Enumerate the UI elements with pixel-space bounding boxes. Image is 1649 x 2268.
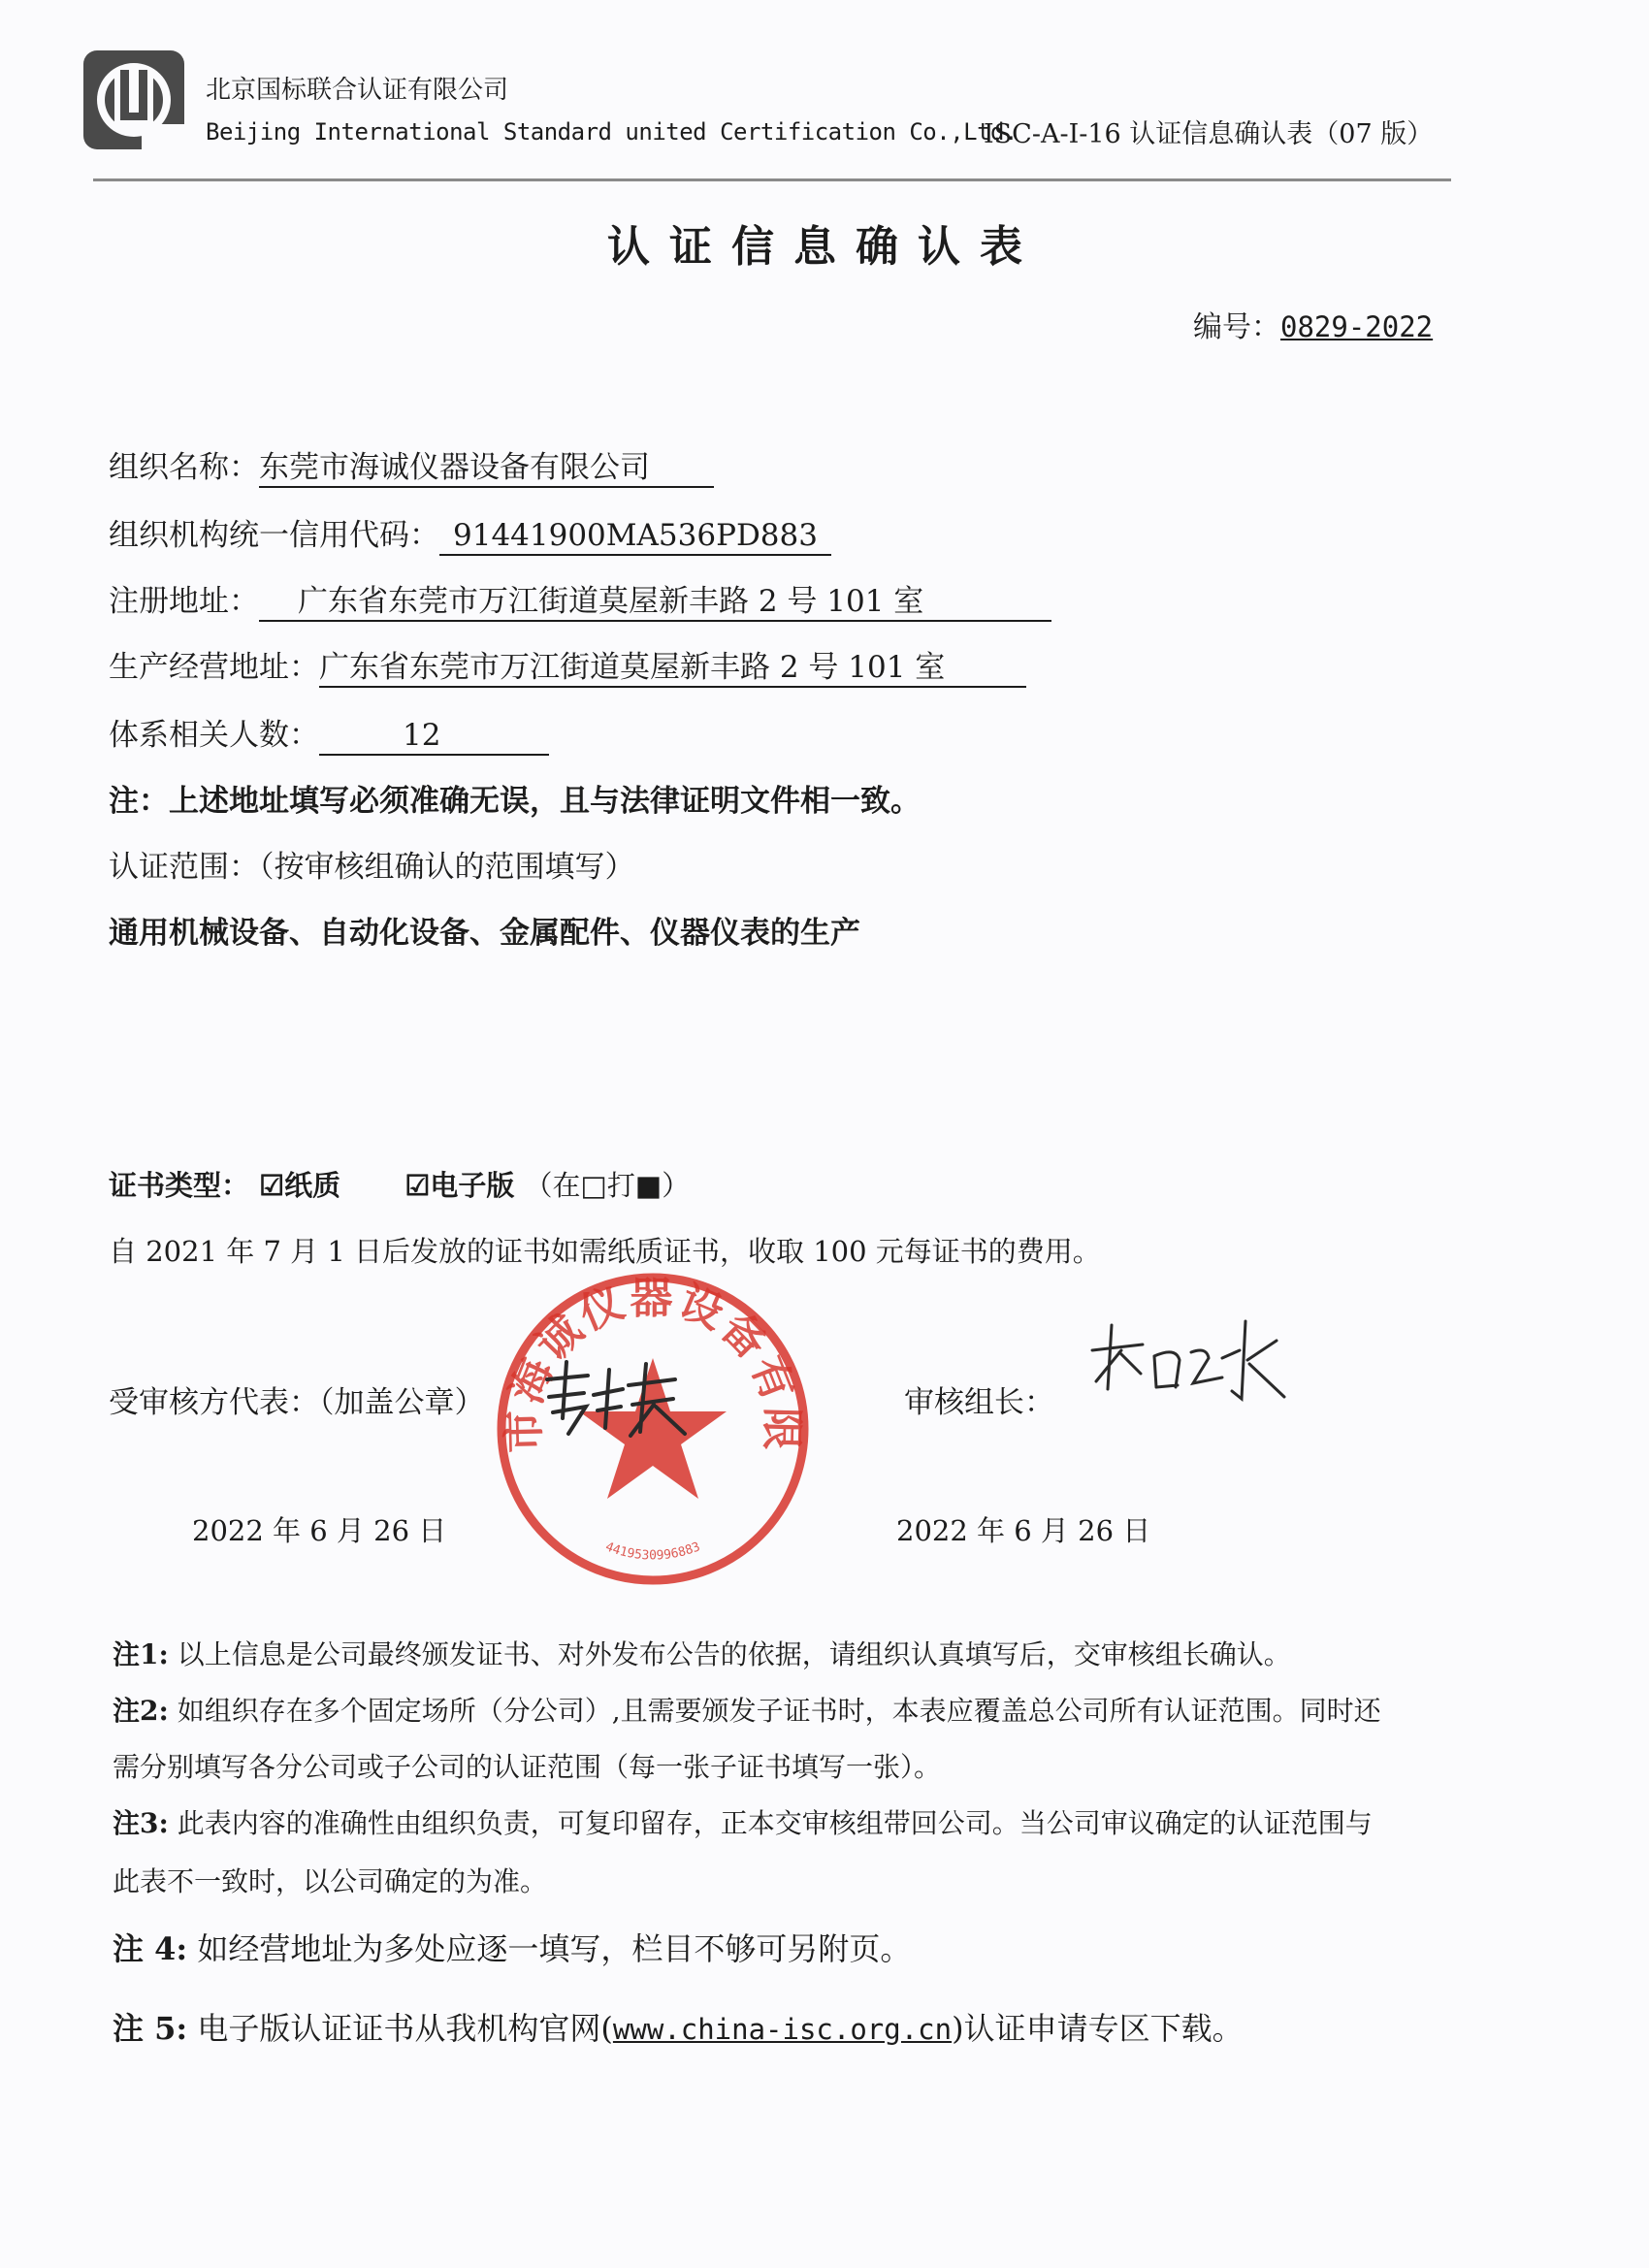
credit-code-label: 组织机构统一信用代码： [109,518,439,553]
seal-number: 4419530996883 [602,1539,703,1564]
serial-label: 编号： [1193,310,1280,344]
cert-type-hint: （在□打■） [524,1169,691,1202]
note-5-text-post: )认证申请专区下载。 [952,2010,1244,2047]
note-4-label: 注 4: [113,1930,188,1967]
headcount-value: 12 [319,719,549,756]
field-credit-code [109,510,831,556]
note-3-text-line2: 此表不一致时，以公司确定的为准。 [113,1865,548,1897]
note-4-text: 如经营地址为多处应逐一填写，栏目不够可另附页。 [197,1930,912,1967]
auditee-rep-label: 受审核方代表：（加盖公章） [109,1385,485,1420]
org-name-label: 组织名称： [109,450,259,485]
note-2-text-line1: 如组织存在多个固定场所（分公司）,且需要颁发子证书时，本表应覆盖总公司所有认证范围。同时还 [177,1695,1381,1727]
leader-label: 审核组长： [904,1385,1054,1420]
seal-text: 市海诚仪器设备有限 [499,1274,807,1454]
note-3-text-line1: 此表内容的准确性由组织负责，可复印留存，正本交审核组带回公司。当公司审议确定的认证范围与 [177,1807,1373,1839]
credit-code-value: 91441900MA536PD883 [439,519,831,556]
svg-text:4419530996883 [603,1539,702,1563]
reg-address-value: 广东省东莞市万江街道莫屋新丰路 2 号 101 室 [259,585,1051,622]
note-5-text-pre: 电子版认证证书从我机构官网( [197,2010,613,2047]
auditee-date: 2022 年 6 月 26 日 [192,1514,447,1547]
headcount-label: 体系相关人数： [109,718,319,753]
serial-number [1193,303,1433,345]
scope-label: 认证范围：（按审核组确认的范围填写） [109,850,635,885]
paper-option-label: 纸质 [284,1169,341,1202]
note-1-label: 注1: [113,1638,169,1670]
paper-checkbox-icon[interactable]: ☑ [259,1169,285,1202]
field-reg-address [109,576,1051,622]
page-title: 认证信息确认表 [607,222,1042,272]
scope-value: 通用机械设备、自动化设备、金属配件、仪器仪表的生产 [109,916,860,951]
cert-type-row [109,1164,690,1204]
address-note: 注：上述地址填写必须准确无误，且与法律证明文件相一致。 [109,784,921,819]
website-link[interactable]: www.china-isc.org.cn [612,2013,953,2046]
note-2 [113,1690,1381,1729]
field-headcount [109,710,549,756]
company-name-cn: 北京国标联合认证有限公司 [206,76,509,105]
company-logo [81,49,186,151]
note-3-label: 注3: [113,1807,169,1839]
note-4 [113,1925,911,1969]
note-1 [113,1634,1291,1672]
ops-address-value: 广东省东莞市万江街道莫屋新丰路 2 号 101 室 [319,651,1026,688]
serial-value: 0829-2022 [1280,310,1434,343]
company-name-en: Beijing International Standard united Certification Co.,Ltd. [206,118,1018,146]
leader-signature [1086,1312,1304,1409]
reg-address-label: 注册地址： [109,584,259,619]
header-divider [93,178,1451,181]
note-2-label: 注2: [113,1695,169,1727]
auditee-signature [530,1350,714,1447]
note-2-text-line2: 需分别填写各分公司或子公司的认证范围（每一张子证书填写一张）。 [113,1751,942,1783]
cert-type-label: 证书类型： [109,1169,250,1202]
note-3 [113,1802,1373,1841]
note-1-text: 以上信息是公司最终颁发证书、对外发布公告的依据，请组织认真填写后，交审核组长确认。 [177,1638,1291,1670]
field-ops-address [109,642,1026,688]
fee-note: 自 2021 年 7 月 1 日后发放的证书如需纸质证书，收取 100 元每证书的费用。 [109,1235,1101,1268]
org-name-value: 东莞市海诚仪器设备有限公司 [259,451,714,488]
note-5-label: 注 5: [113,2010,188,2047]
ops-address-label: 生产经营地址： [109,650,319,685]
note-5 [113,2004,1244,2049]
document-code: ISC-A-I-16 认证信息确认表（07 版） [984,119,1434,149]
electronic-checkbox-icon[interactable]: ☑ [404,1169,431,1202]
electronic-option-label: 电子版 [430,1169,515,1202]
field-org-name [109,442,714,488]
leader-date: 2022 年 6 月 26 日 [896,1514,1151,1547]
